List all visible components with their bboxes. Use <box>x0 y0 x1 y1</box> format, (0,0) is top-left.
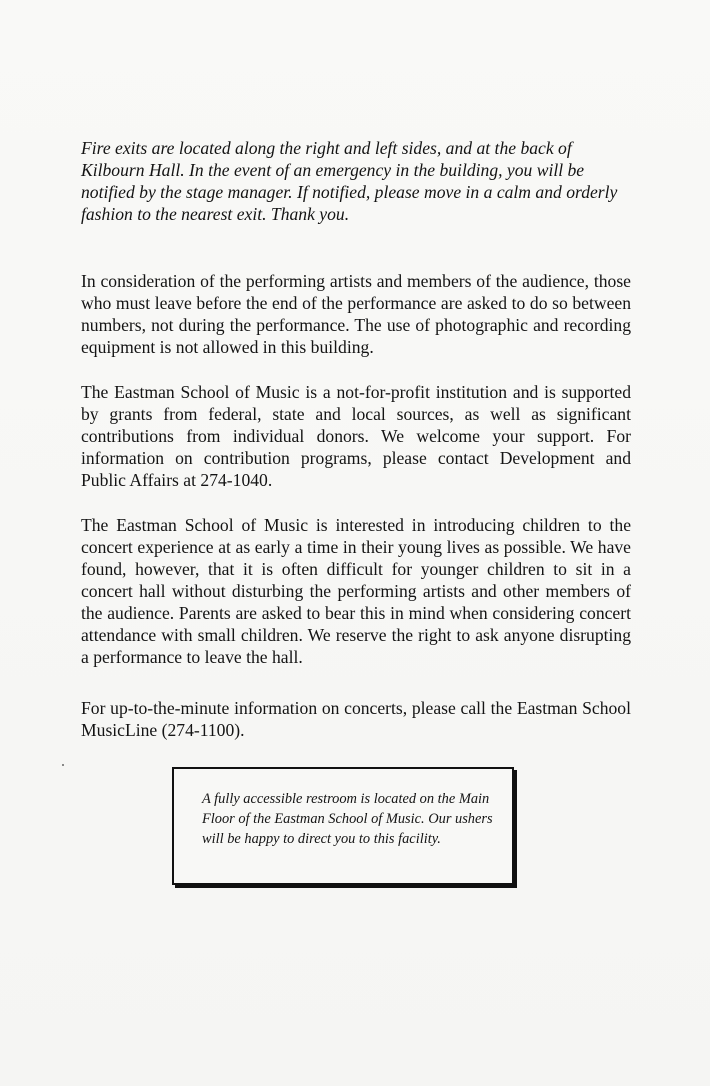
support-notice: The Eastman School of Music is a not-for-profit institution and is supported by grants from federal, state and local sources, as well as significant contributions from individual donors. We welcome your support. For information on contribution programs, please contact Development and Public Affairs at 274-1040. <box>81 382 631 490</box>
musicline-notice: For up-to-the-minute information on concerts, please call the Eastman School MusicLine (274-1100). <box>81 698 631 740</box>
page-speck <box>62 764 64 766</box>
children-notice: The Eastman School of Music is interested in introducing children to the concert experience at as early a time in their young lives as possible. We have found, however, that it is often difficult for younger children to sit in a concert hall without disturbing the performing artists and other members of the audience. Parents are asked to bear this in mind when considering concert attendance with small children. We reserve the right to ask anyone disrupting a performance to leave the hall. <box>81 515 631 667</box>
restroom-notice-text: A fully accessible restroom is located on the Main Floor of the Eastman School of Music. Our ushers will be happy to direct you to this facility. <box>202 791 493 847</box>
audience-consideration-notice: In consideration of the performing artists and members of the audience, those who must leave before the end of the performance are asked to do so between numbers, not during the performance. The use of photographic and recording equipment is not allowed in this building. <box>81 271 631 357</box>
fire-exits-notice: Fire exits are located along the right and left sides, and at the back of Kilbourn Hall. In the event of an emergency in the building, you will be notified by the stage manager. If notified, please move in a calm and orderly fashion to the nearest exit. Thank you. <box>81 138 618 224</box>
restroom-notice-box <box>172 767 514 885</box>
